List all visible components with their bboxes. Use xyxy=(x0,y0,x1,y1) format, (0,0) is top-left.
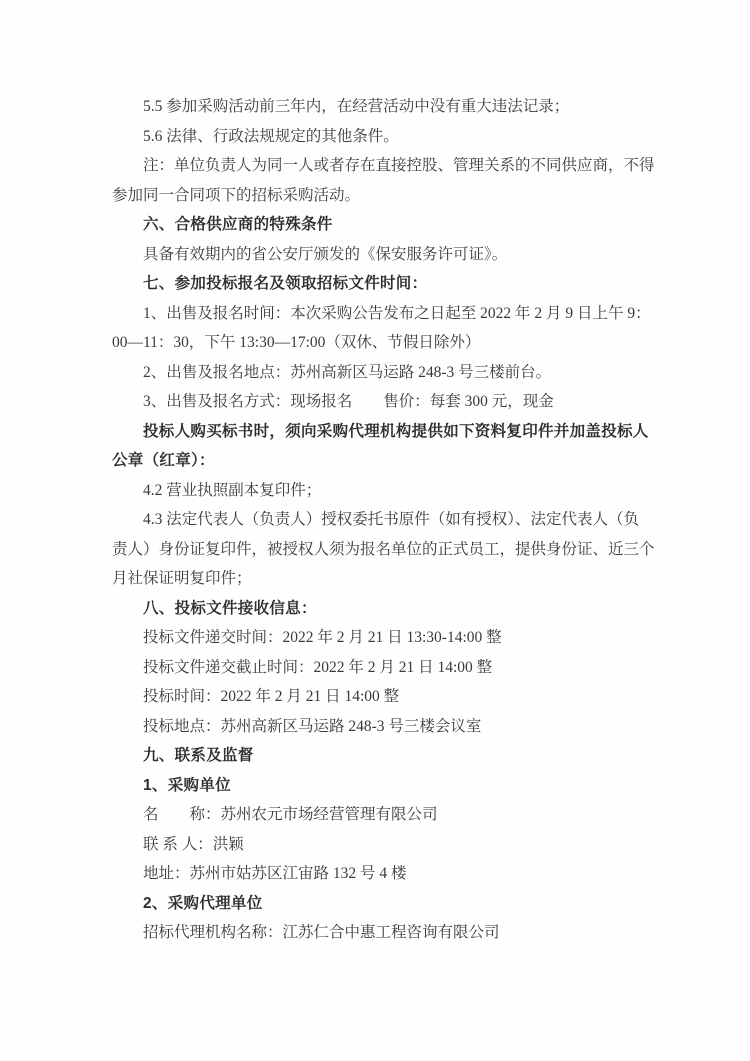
agency-name: 招标代理机构名称：江苏仁合中惠工程咨询有限公司 xyxy=(143,924,500,941)
note-line-2: 参加同一合同项下的招标采购活动。 xyxy=(112,186,361,204)
bid-time: 投标时间：2022 年 2 月 21 日 14:00 整 xyxy=(143,688,400,705)
bid-location: 投标地点：苏州高新区马运路 248-3 号三楼会议室 xyxy=(143,717,482,735)
clause-4-3-line-2: 责人）身份证复印件，被授权人须为报名单位的正式员工，提供身份证、近三个 xyxy=(112,540,655,558)
clause-4-3-line-1: 4.3 法定代表人（负责人）授权委托书原件（如有授权）、法定代表人（负 xyxy=(143,511,640,528)
clause-5-6: 5.6 法律、行政法规规定的其他条件。 xyxy=(143,127,399,145)
purchase-notice-line-2: 公章（红章）： xyxy=(112,452,215,469)
special-condition-text: 具备有效期内的省公安厅颁发的《保安服务许可证》。 xyxy=(143,245,508,263)
heading-section-9: 九、联系及监督 xyxy=(143,747,254,764)
clause-4-2: 4.2 营业执照副本复印件； xyxy=(143,481,322,499)
sale-location: 2、出售及报名地点：苏州高新区马运路 248-3 号三楼前台。 xyxy=(143,363,552,381)
purchaser-address: 地址：苏州市姑苏区江宙路 132 号 4 楼 xyxy=(143,865,407,882)
clause-5-5: 5.5 参加采购活动前三年内，在经营活动中没有重大违法记录； xyxy=(143,98,570,115)
heading-section-8: 八、投标文件接收信息： xyxy=(143,599,317,617)
sale-method: 3、出售及报名方式：现场报名 售价：每套 300 元，现金 xyxy=(143,393,554,410)
heading-agency: 2、采购代理单位 xyxy=(143,894,263,912)
purchaser-contact: 联 系 人：洪颖 xyxy=(143,835,244,853)
purchaser-name: 名 称：苏州农元市场经营管理有限公司 xyxy=(143,806,438,823)
heading-section-7: 七、参加投标报名及领取招标文件时间： xyxy=(143,275,428,292)
bid-submission-time: 投标文件递交时间：2022 年 2 月 21 日 13:30-14:00 整 xyxy=(143,629,502,646)
heading-purchaser: 1、采购单位 xyxy=(143,776,231,794)
purchase-notice-line-1: 投标人购买标书时，须向采购代理机构提供如下资料复印件并加盖投标人 xyxy=(143,422,649,440)
document-content xyxy=(112,92,664,948)
sale-time-line-1: 1、出售及报名时间：本次采购公告发布之日起至 2022 年 2 月 9 日上午 9： xyxy=(143,304,651,322)
heading-section-6: 六、合格供应商的特殊条件 xyxy=(143,216,333,233)
bid-submission-deadline: 投标文件递交截止时间：2022 年 2 月 21 日 14:00 整 xyxy=(143,658,493,676)
clause-4-3-line-3: 月社保证明复印件； xyxy=(112,570,252,587)
note-line-1: 注：单位负责人为同一人或者存在直接控股、管理关系的不同供应商，不得 xyxy=(143,157,655,174)
sale-time-line-2: 00—11：30，下午 13:30—17:00（双休、节假日除外） xyxy=(112,334,481,351)
